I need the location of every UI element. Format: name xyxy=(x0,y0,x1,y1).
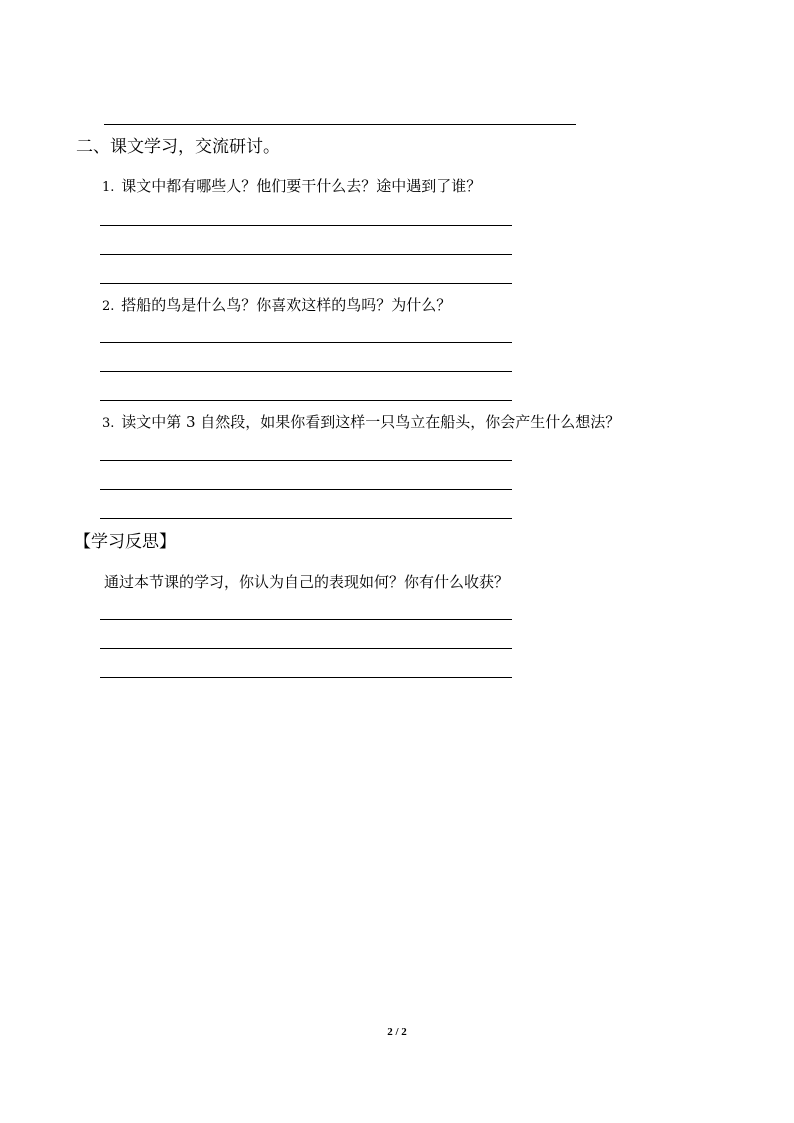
question-text: 课文中都有哪些人？他们要干什么去？途中遇到了谁？ xyxy=(121,177,482,195)
question-2 xyxy=(102,295,451,317)
question-number: 1. xyxy=(102,180,115,195)
answer-line[interactable] xyxy=(100,400,512,401)
answer-line[interactable] xyxy=(100,648,512,649)
question-3 xyxy=(102,412,620,434)
question-text: 读文中第 3 自然段，如果你看到这样一只鸟立在船头，你会产生什么想法？ xyxy=(121,413,621,431)
answer-line[interactable] xyxy=(100,254,512,255)
reflection-heading: 【学习反思】 xyxy=(74,532,176,552)
answer-line[interactable] xyxy=(100,371,512,372)
page-number: 2 / 2 xyxy=(387,1026,407,1038)
answer-line[interactable] xyxy=(100,342,512,343)
question-1 xyxy=(102,176,481,198)
answer-line[interactable] xyxy=(100,677,512,678)
question-number: 3. xyxy=(102,416,115,431)
answer-line[interactable] xyxy=(100,518,512,519)
answer-line[interactable] xyxy=(100,489,512,490)
answer-line[interactable] xyxy=(100,460,512,461)
question-number: 2. xyxy=(102,299,115,314)
answer-line[interactable] xyxy=(100,619,512,620)
section-heading: 二、课文学习，交流研讨。 xyxy=(76,137,280,157)
question-text: 搭船的鸟是什么鸟？你喜欢这样的鸟吗？为什么？ xyxy=(121,296,452,314)
answer-line-top[interactable] xyxy=(104,124,576,125)
answer-line[interactable] xyxy=(100,225,512,226)
answer-line[interactable] xyxy=(100,283,512,284)
reflection-prompt: 通过本节课的学习，你认为自己的表现如何？你有什么收获？ xyxy=(104,573,510,591)
